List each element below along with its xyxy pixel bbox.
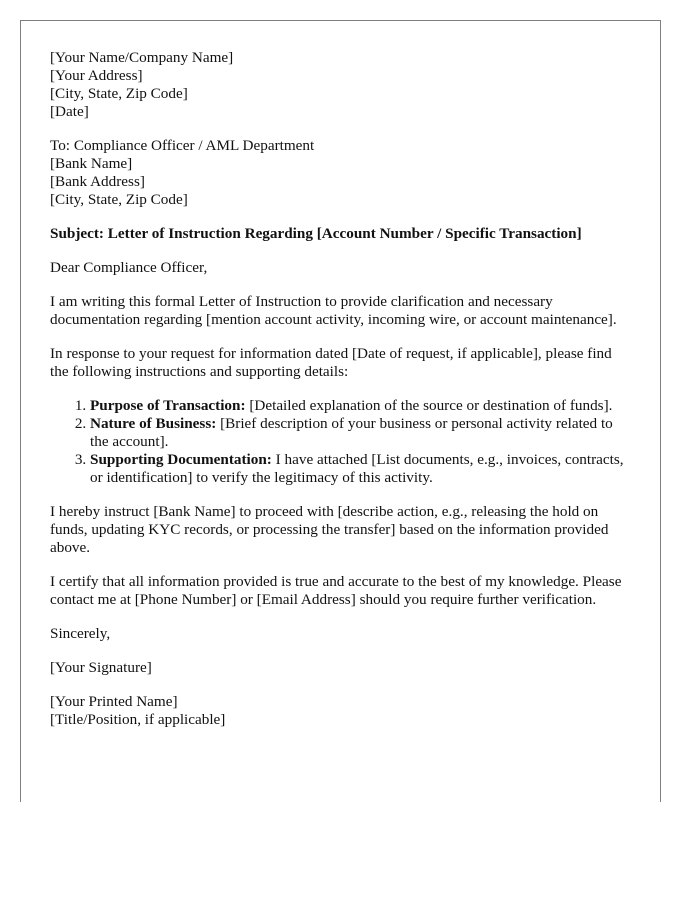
sender-city-state-zip: [City, State, Zip Code] xyxy=(50,85,188,102)
recipient-to: To: Compliance Officer / AML Department xyxy=(50,137,315,154)
recipient-bank-address: [Bank Address] xyxy=(50,173,145,190)
sender-block xyxy=(50,49,630,121)
response-paragraph: In response to your request for information dated [Date of request, if applicable], please find the following instructions and supporting details: xyxy=(50,345,612,380)
recipient-block xyxy=(50,137,630,209)
certification-paragraph: I certify that all information provided is true and accurate to the best of my knowledge. Please contact me at [Phone Number] or [Email Address] should you require further verification. xyxy=(50,573,622,608)
list-item-label: Nature of Business: xyxy=(90,415,217,432)
sign-off: Sincerely, xyxy=(50,625,111,642)
recipient-bank-name: [Bank Name] xyxy=(50,155,133,172)
list-item-text: [Brief description of your business or personal activity related to the account]. xyxy=(90,415,613,450)
letter-date: [Date] xyxy=(50,103,89,120)
recipient-city-state-zip: [City, State, Zip Code] xyxy=(50,191,188,208)
salutation: Dear Compliance Officer, xyxy=(50,259,208,276)
letter-body xyxy=(50,49,630,745)
printed-name: [Your Printed Name] xyxy=(50,693,178,710)
instruction-paragraph: I hereby instruct [Bank Name] to proceed with [describe action, e.g., releasing the hold on funds, updating KYC records, or processing the transfer] based on the information provided above. xyxy=(50,503,609,556)
instruction-list xyxy=(50,397,630,487)
sender-name: [Your Name/Company Name] xyxy=(50,49,234,66)
signature-placeholder: [Your Signature] xyxy=(50,659,152,676)
subject-line: Subject: Letter of Instruction Regarding [Account Number / Specific Transaction] xyxy=(50,225,582,242)
title-position: [Title/Position, if applicable] xyxy=(50,711,226,728)
list-item xyxy=(90,397,630,415)
letter-page xyxy=(20,20,661,802)
list-item-label: Purpose of Transaction: xyxy=(90,397,246,414)
list-item-text: [Detailed explanation of the source or destination of funds]. xyxy=(245,397,613,414)
sender-address: [Your Address] xyxy=(50,67,143,84)
list-item xyxy=(90,451,630,487)
list-item xyxy=(90,415,630,451)
list-item-text: I have attached [List documents, e.g., invoices, contracts, or identification] to verify the legitimacy of this activity. xyxy=(90,451,624,486)
printed-name-block xyxy=(50,693,630,729)
intro-paragraph: I am writing this formal Letter of Instruction to provide clarification and necessary documentation regarding [mention account activity, incoming wire, or account maintenance]. xyxy=(50,293,617,328)
list-item-label: Supporting Documentation: xyxy=(90,451,272,468)
